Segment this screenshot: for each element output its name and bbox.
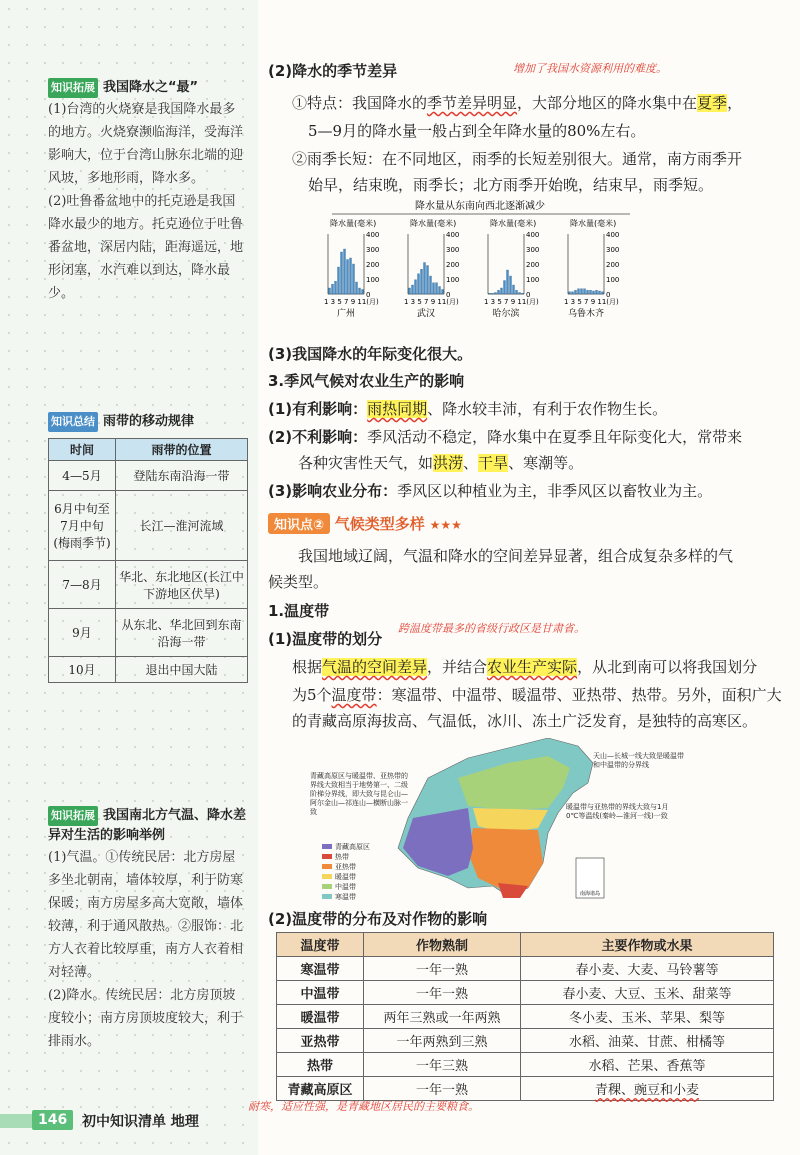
legend-label: 亚热带 [335, 863, 356, 871]
tick-label: 200 [526, 261, 540, 269]
rain-belt-table [48, 438, 248, 683]
knowledge-summary-box [48, 412, 248, 432]
footer-stripe [0, 1114, 32, 1128]
text: ①特点：我国降水的 [292, 94, 428, 112]
x-tick-label: 1 3 5 7 9 11(月) [564, 298, 619, 306]
zone-crops: 青稞、豌豆和小麦 [521, 1077, 774, 1101]
tick-label: 300 [526, 246, 540, 254]
tick-label: 300 [446, 246, 460, 254]
book-title: 初中知识清单 地理 [82, 1114, 199, 1130]
legend-label: 暖温带 [335, 873, 356, 881]
bar [596, 290, 598, 294]
table-row [277, 957, 774, 981]
bar [522, 293, 524, 294]
box3-para-2: (2)降水。传统民居：北方房顶坡度较小；南方房顶坡度较大，利于排雨水。 [48, 988, 244, 1049]
legend-item [322, 892, 370, 902]
bar [344, 249, 346, 294]
bar [421, 269, 423, 294]
x-tick-label: 1 3 5 7 9 11(月) [404, 298, 459, 306]
zone-name: 热带 [277, 1053, 364, 1077]
city-label: 广州 [336, 309, 356, 319]
zone-name: 中温带 [277, 981, 364, 1005]
bar [569, 292, 571, 294]
bar [415, 280, 417, 294]
section-heading: 1.温度带 [268, 602, 330, 620]
ylabel: 降水量(毫米) [490, 219, 537, 228]
box3-para-1: (1)气温。①传统民居：北方房屋多坐北朝南，墙体较厚，利于防寒保暖；南方房屋多高大宽敞，墙体较薄，利于通风散热。②服饰：北方人衣着比较厚重，南方人衣着相对轻薄。 [48, 850, 244, 980]
text: 根据 [292, 658, 323, 676]
zone-name: 暖温带 [277, 1005, 364, 1029]
map-legend [322, 842, 370, 902]
table-row [277, 1077, 774, 1101]
box3-title: 我国南北方气温、降水差异对生活的影响举例 [48, 808, 247, 843]
text: 、寒潮等。 [508, 454, 584, 472]
tick-label: 400 [526, 231, 540, 239]
rain-time: 10月 [49, 657, 116, 683]
bar [409, 288, 411, 294]
rain-location: 长江—淮河流域 [116, 491, 248, 561]
rain-location: 华北、东北地区(长江中下游地区伏旱) [116, 561, 248, 609]
zone-crops: 冬小麦、玉米、苹果、梨等 [521, 1005, 774, 1029]
bar [572, 292, 574, 294]
rain-table-header: 时间 [49, 439, 116, 461]
ylabel: 降水量(毫米) [570, 219, 617, 228]
tick-label: 100 [606, 276, 620, 284]
section-heading: (2)降水的季节差异 [268, 62, 398, 80]
emphasis: 温度带 [331, 686, 377, 704]
temperature-zone-map [308, 738, 684, 908]
section-heading: 3.季风气候对农业生产的影响 [268, 372, 465, 390]
knowledge-extension-box-2 [48, 806, 248, 1053]
bar [507, 270, 509, 294]
section-heading: (2)温度带的分布及对作物的影响 [268, 910, 488, 928]
zone-crops: 水稻、油菜、甘蔗、柑橘等 [521, 1029, 774, 1053]
legend-item [322, 882, 370, 892]
bar [359, 288, 361, 294]
box1-title: 我国降水之“最” [103, 80, 199, 95]
bar [504, 281, 506, 295]
rain-time: 7—8月 [49, 561, 116, 609]
box1-header [48, 78, 248, 98]
bar [356, 282, 358, 294]
text: 季风活动不稳定，降水集中在夏季且年际变化大，常带来 [367, 428, 743, 446]
text: ，从北到南可以将我国划分 [577, 658, 758, 676]
section-heading: (3)我国降水的年际变化很大。 [268, 345, 473, 363]
x-tick-label: 1 3 5 7 9 11(月) [324, 298, 379, 306]
city-label: 哈尔滨 [492, 309, 520, 319]
text: ，并结合 [427, 658, 488, 676]
tick-label: 0 [606, 291, 611, 299]
bar [516, 290, 518, 294]
tick-label: 200 [446, 261, 460, 269]
bar [433, 283, 435, 294]
bar [501, 288, 503, 294]
tick-label: 400 [366, 231, 380, 239]
zone-table-header: 温度带 [277, 933, 364, 957]
bar [418, 274, 420, 294]
map-right-annotation-1: 天山—长城一线大致是暖温带和中温带的分界线 [593, 752, 684, 769]
table-row [49, 609, 248, 657]
tick-label: 300 [366, 246, 380, 254]
bar [362, 290, 364, 295]
legend-label: 中温带 [335, 883, 356, 891]
box2-title: 雨带的移动规律 [103, 414, 195, 429]
bar [593, 291, 595, 294]
text: (1)有利影响： [268, 400, 368, 418]
table-row [277, 1005, 774, 1029]
page-footer [0, 1108, 800, 1134]
chart-title: 降水量从东南向西北逐渐减少 [415, 201, 545, 212]
text: 、降水较丰沛，有利于农作物生长。 [427, 400, 668, 418]
bar [578, 289, 580, 294]
text: (2)不利影响： [268, 428, 368, 446]
margin-note: 跨温度带最多的省级行政区是甘肃省。 [398, 622, 585, 635]
tick-label: 200 [606, 261, 620, 269]
box3-header [48, 806, 248, 846]
highlight: 夏季 [697, 94, 728, 112]
table-row [277, 981, 774, 1005]
bar [495, 293, 497, 295]
paragraph-line: 候类型。 [268, 573, 329, 591]
bar [513, 285, 515, 294]
bar [430, 276, 432, 294]
paragraph-line: ②雨季长短：在不同地区，雨季的长短差别很大。通常，南方雨季开 [292, 150, 743, 168]
legend-item [322, 852, 370, 862]
rain-location: 从东北、华北回到东南沿海一带 [116, 609, 248, 657]
bar [581, 289, 583, 294]
tick-label: 200 [366, 261, 380, 269]
rain-time: 9月 [49, 609, 116, 657]
zone-cropping: 两年三熟或一年两熟 [364, 1005, 521, 1029]
paragraph-line: 我国地域辽阔，气温和降水的空间差异显著，组合成复杂多样的气 [298, 547, 734, 565]
table-row [49, 461, 248, 491]
rain-table-header: 雨带的位置 [116, 439, 248, 461]
highlight: 农业生产实际 [487, 658, 578, 676]
highlight: 气温的空间差异 [322, 658, 428, 676]
tick-label: 100 [366, 276, 380, 284]
bar [498, 290, 500, 294]
table-row [277, 1029, 774, 1053]
text: ：寒温带、中温带、暖温带、亚热带、热带。另外，面积广大 [376, 686, 782, 704]
section-heading: (1)温度带的划分 [268, 630, 383, 648]
tick-label: 100 [446, 276, 460, 284]
zone-cropping: 一年两熟到三熟 [364, 1029, 521, 1053]
tick-label: 400 [606, 231, 620, 239]
zone-crops: 春小麦、大麦、马铃薯等 [521, 957, 774, 981]
legend-label: 青藏高原区 [335, 843, 370, 851]
bar [519, 293, 521, 295]
bar [332, 284, 334, 294]
rainfall-chart-svg [320, 200, 640, 340]
bar [602, 292, 604, 294]
text: ， [727, 94, 743, 112]
zone-cropping: 一年一熟 [364, 981, 521, 1005]
tick-label: 300 [606, 246, 620, 254]
text: 季风区以种植业为主，非季风区以畜牧业为主。 [397, 482, 713, 500]
bar [427, 266, 429, 295]
rain-location: 登陆东南沿海一带 [116, 461, 248, 491]
text: 、 [463, 454, 479, 472]
paragraph-line [292, 92, 742, 113]
highlight: 干旱 [478, 454, 509, 472]
paragraph-line [268, 480, 712, 501]
bar [335, 281, 337, 294]
legend-item [322, 842, 370, 852]
zone-name: 寒温带 [277, 957, 364, 981]
box2-header [48, 412, 248, 432]
text: 各种灾害性天气，如 [298, 454, 434, 472]
text: 为5个 [292, 686, 332, 704]
zone-crops: 水稻、芒果、香蕉等 [521, 1053, 774, 1077]
bar [599, 291, 601, 294]
zone-cropping: 一年一熟 [364, 957, 521, 981]
bar [350, 258, 352, 294]
star-icon: ★★★ [429, 518, 462, 532]
zone-crops: 春小麦、大豆、玉米、甜菜等 [521, 981, 774, 1005]
zone-cropping: 一年三熟 [364, 1053, 521, 1077]
legend-label: 寒温带 [335, 893, 356, 901]
ylabel: 降水量(毫米) [410, 219, 457, 228]
paragraph-line: 的青藏高原海拔高、气温低，冰川、冻土广泛发育，是独特的高寒区。 [292, 712, 758, 730]
city-label: 武汉 [416, 309, 436, 319]
zone-name: 青藏高原区 [277, 1077, 364, 1101]
paragraph-line: 5—9月的降水量一般占到全年降水量的80%左右。 [308, 122, 646, 140]
bar [442, 290, 444, 295]
box3-tag: 知识拓展 [48, 806, 98, 826]
paragraph-line: 始早，结束晚，雨季长；北方雨季开始晚，结束早，雨季短。 [308, 176, 714, 194]
bar [584, 289, 586, 294]
bar [510, 276, 512, 294]
kd-tag: 知识点② [268, 513, 330, 534]
legend-item [322, 862, 370, 872]
text: ，大部分地区的降水集中在 [517, 94, 698, 112]
bar [412, 285, 414, 294]
knowledge-point-heading [268, 513, 462, 534]
rain-time: 6月中旬至7月中旬(梅雨季节) [49, 491, 116, 561]
table-row [49, 561, 248, 609]
zone-cropping: 一年一熟 [364, 1077, 521, 1101]
rain-time: 4—5月 [49, 461, 116, 491]
box2-tag: 知识总结 [48, 412, 98, 432]
margin-note: 耐寒，适应性强，是青藏地区居民的主要粮食。 [248, 1100, 479, 1113]
tick-label: 0 [366, 291, 371, 299]
text: (3)影响农业分布： [268, 482, 398, 500]
rain-location: 退出中国大陆 [116, 657, 248, 683]
bar [590, 290, 592, 294]
bar [329, 288, 331, 294]
bar [439, 287, 441, 295]
kd-title: 气候类型多样 [334, 515, 425, 533]
map-left-annotation: 青藏高原区与暖温带、亚热带的界线大致相当于地势第一、二级阶梯分界线，即大致与昆仑山—阿尔金山—祁连山—横断山脉一致 [310, 772, 408, 816]
paragraph-line [292, 656, 757, 677]
page-number: 146 [32, 1110, 73, 1130]
tick-label: 100 [526, 276, 540, 284]
table-row [277, 1053, 774, 1077]
paragraph-line [298, 452, 583, 473]
bar [489, 293, 491, 294]
legend-item [322, 872, 370, 882]
bar [492, 293, 494, 294]
paragraph-line [292, 684, 782, 705]
bar [587, 290, 589, 294]
temperature-zone-table [276, 932, 774, 1101]
ylabel: 降水量(毫米) [330, 219, 377, 228]
paragraph-line [268, 426, 742, 447]
knowledge-extension-box-1 [48, 78, 248, 305]
bar [341, 252, 343, 294]
paragraph-line [268, 398, 667, 419]
rainfall-chart [320, 200, 640, 340]
box1-para-1: (1)台湾的火烧寮是我国降水最多的地方。火烧寮濒临海洋，受海洋影响大，位于台湾山脉东北端的迎风坡，多地形雨，降水多。 [48, 102, 244, 186]
inset-label: 南海诸岛 [579, 891, 601, 897]
zone-table-header: 作物熟制 [364, 933, 521, 957]
highlight: 雨热同期 [367, 400, 428, 418]
map-zone-tibet-plateau [403, 808, 473, 876]
bar [575, 290, 577, 294]
x-tick-label: 1 3 5 7 9 11(月) [484, 298, 539, 306]
zone-table-header: 主要作物或水果 [521, 933, 774, 957]
table-row [49, 657, 248, 683]
bar [338, 267, 340, 294]
highlight: 洪涝 [433, 454, 464, 472]
bar [353, 264, 355, 294]
tick-label: 400 [446, 231, 460, 239]
bar [424, 263, 426, 295]
box1-tag: 知识拓展 [48, 78, 98, 98]
table-row [49, 491, 248, 561]
city-label: 乌鲁木齐 [567, 309, 605, 319]
bar [347, 260, 349, 295]
emphasis: 季节差异明显 [427, 94, 518, 112]
margin-note: 增加了我国水资源利用的难度。 [513, 62, 667, 75]
bar [436, 283, 438, 294]
zone-name: 亚热带 [277, 1029, 364, 1053]
box1-para-2: (2)吐鲁番盆地中的托克逊是我国降水最少的地方。托克逊位于吐鲁番盆地，深居内陆，距海遥远，地形闭塞，水汽难以到达，降水最少。 [48, 194, 244, 301]
tick-label: 0 [446, 291, 451, 299]
map-right-annotation-2: 暖温带与亚热带的界线大致与1月0℃等温线(秦岭—淮河一线)一致 [566, 803, 669, 820]
tick-label: 0 [526, 291, 531, 299]
legend-label: 热带 [335, 853, 349, 861]
